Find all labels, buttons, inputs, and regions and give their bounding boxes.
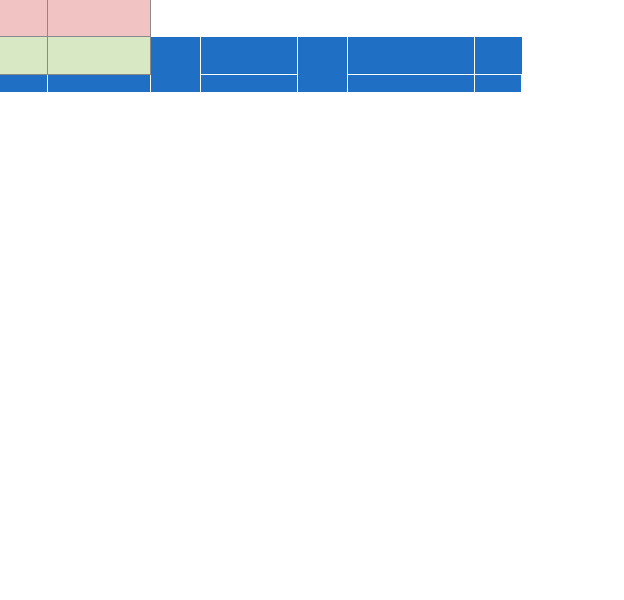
centro-header [0, 75, 48, 93]
reparto-di-header [201, 37, 298, 75]
reparto-granel-header [348, 37, 475, 75]
oficina-header [48, 75, 151, 93]
legend-no-code [0, 0, 48, 37]
legend-si-code [0, 37, 48, 75]
date-di-header [151, 37, 201, 93]
legend-no-description [48, 0, 151, 37]
observaciones-granel-header [348, 75, 475, 93]
legend-si-description [48, 37, 151, 75]
observaciones-di-header [201, 75, 298, 93]
date-granel-header [298, 37, 348, 93]
turno-header [475, 75, 522, 93]
oficina-group-header [475, 37, 522, 75]
